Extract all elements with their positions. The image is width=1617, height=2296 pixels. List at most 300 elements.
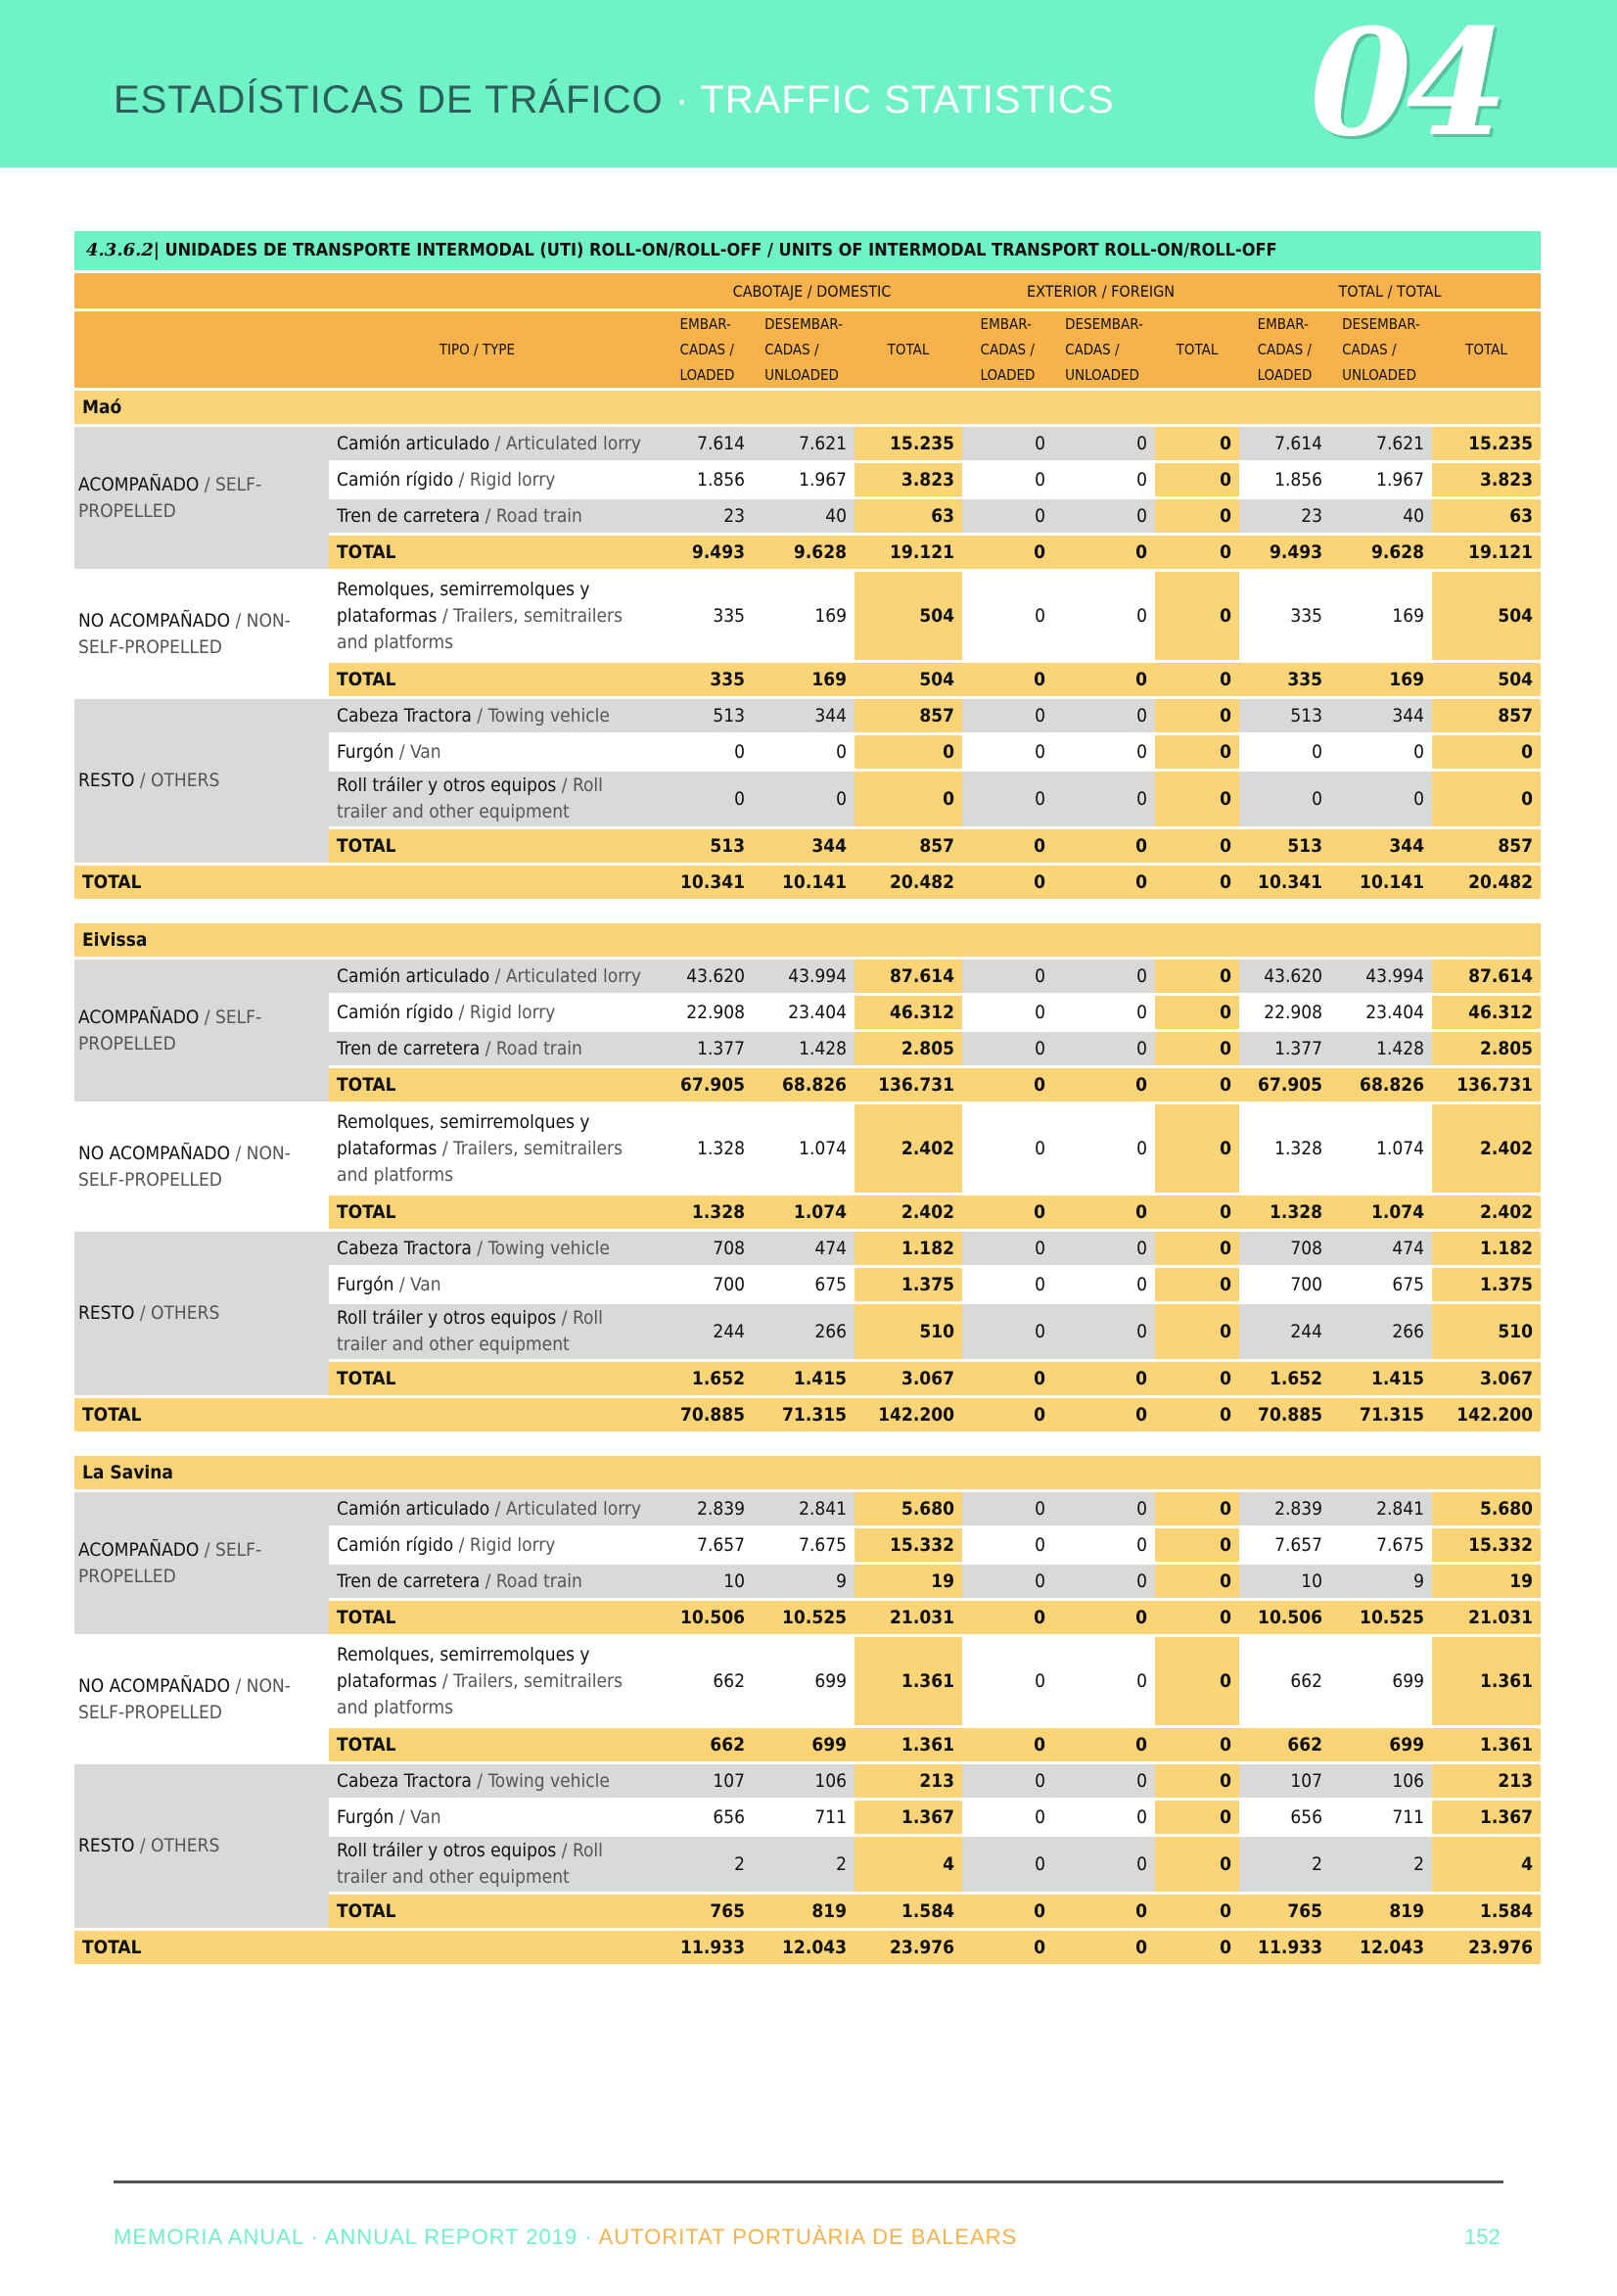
value-cell: 5.680 <box>855 1491 962 1527</box>
value-cell: 0 <box>1155 662 1239 698</box>
label-es: Camión articulado <box>337 964 490 987</box>
value-cell: 819 <box>753 1894 855 1930</box>
value-cell: 43.994 <box>753 959 855 995</box>
value-cell: 43.994 <box>1330 959 1432 995</box>
value-cell: 87.614 <box>1432 959 1541 995</box>
value-cell: 15.235 <box>1432 426 1541 462</box>
value-cell: 2.841 <box>1330 1491 1432 1527</box>
value-cell: 7.675 <box>1330 1527 1432 1564</box>
group-label-resto <box>74 1231 329 1397</box>
group-es: ACOMPAÑADO <box>78 473 200 495</box>
footer-authority: AUTORITAT PORTUÀRIA DE BALEARS <box>598 2225 1018 2249</box>
spacer-row <box>74 1431 1541 1455</box>
value-cell: 0 <box>1053 1894 1155 1930</box>
value-cell: 19 <box>1432 1564 1541 1600</box>
value-cell: 1.652 <box>1239 1361 1330 1397</box>
label-es: Cabeza Tractora <box>337 1237 472 1259</box>
value-cell: 2 <box>1330 1836 1432 1894</box>
value-cell: 1.328 <box>1239 1103 1330 1195</box>
group-label-acomp <box>74 959 329 1103</box>
total-loaded-header <box>1239 310 1330 390</box>
value-cell: 0 <box>1053 662 1155 698</box>
label-es: Tren de carretera <box>337 1570 481 1592</box>
value-cell: 3.067 <box>855 1361 962 1397</box>
blank-header <box>74 272 662 310</box>
value-cell: 7.657 <box>662 1527 753 1564</box>
group-label-acomp <box>74 426 329 571</box>
header-line: EMBAR- <box>679 315 731 333</box>
header-line: CADAS / <box>980 341 1035 358</box>
label-es: Furgón <box>337 1805 394 1828</box>
value-cell: 142.200 <box>1432 1397 1541 1432</box>
port-row <box>74 1455 1541 1491</box>
table-body <box>74 390 1541 1965</box>
value-cell: 0 <box>1053 1763 1155 1800</box>
value-cell: 46.312 <box>1432 995 1541 1031</box>
value-cell: 10.525 <box>1330 1600 1432 1636</box>
label-es: Tren de carretera <box>337 1037 481 1059</box>
value-cell: 0 <box>1053 1103 1155 1195</box>
value-cell: 70.885 <box>662 1397 753 1432</box>
value-cell: 0 <box>962 535 1053 571</box>
table-row <box>74 1231 1541 1267</box>
spacer-cell <box>74 899 1541 922</box>
value-cell: 0 <box>1053 1930 1155 1965</box>
value-cell: 1.361 <box>1432 1727 1541 1763</box>
subtotal-label: TOTAL <box>329 828 662 865</box>
value-cell: 0 <box>1155 462 1239 498</box>
group-es: ACOMPAÑADO <box>78 1538 200 1561</box>
value-cell: 7.657 <box>1239 1527 1330 1564</box>
foreign-loaded-header <box>962 310 1053 390</box>
value-cell: 10.141 <box>753 865 855 900</box>
group-es: RESTO <box>78 1302 135 1324</box>
value-cell: 10 <box>1239 1564 1330 1600</box>
group-es: RESTO <box>78 770 135 791</box>
value-cell: 15.235 <box>855 426 962 462</box>
value-cell: 344 <box>1330 828 1432 865</box>
port-total-row <box>74 865 1541 900</box>
value-cell: 0 <box>753 734 855 771</box>
value-cell: 0 <box>962 498 1053 535</box>
group-label-resto <box>74 1763 329 1930</box>
value-cell: 656 <box>1239 1800 1330 1836</box>
value-cell: 4 <box>1432 1836 1541 1894</box>
subtotal-label: TOTAL <box>329 662 662 698</box>
row-label-artic <box>329 959 662 995</box>
value-cell: 857 <box>855 828 962 865</box>
label-es: Camión articulado <box>337 432 490 454</box>
value-cell: 1.367 <box>1432 1800 1541 1836</box>
value-cell: 0 <box>1053 1564 1155 1600</box>
value-cell: 675 <box>1330 1267 1432 1303</box>
group-label-text <box>78 1537 321 1590</box>
caption-number: 4.3.6.2 <box>86 240 154 260</box>
value-cell: 0 <box>962 1636 1053 1727</box>
value-cell: 0 <box>962 571 1053 662</box>
group-en: / SELF-PROPELLED <box>78 1006 262 1054</box>
value-cell: 0 <box>1155 1267 1239 1303</box>
footer-text <box>114 2225 1017 2250</box>
label-en: / Towing vehicle <box>471 1769 610 1792</box>
value-cell: 0 <box>1053 1491 1155 1527</box>
value-cell: 504 <box>1432 662 1541 698</box>
value-cell: 0 <box>1155 1397 1239 1432</box>
value-cell: 708 <box>662 1231 753 1267</box>
value-cell: 0 <box>962 1930 1053 1965</box>
domestic-loaded-header <box>662 310 753 390</box>
caption-text: | UNIDADES DE TRANSPORTE INTERMODAL (UTI) ROLL-ON/ROLL-OFF / UNITS OF INTERMODAL TRANSPORT ROLL-ON/ROLL-OFF <box>153 240 1277 260</box>
value-cell: 87.614 <box>855 959 962 995</box>
value-cell: 4 <box>855 1836 962 1894</box>
value-cell: 71.315 <box>753 1397 855 1432</box>
label-es: Roll tráiler y otros equipos <box>337 774 557 796</box>
value-cell: 15.332 <box>855 1527 962 1564</box>
table-row <box>74 426 1541 462</box>
value-cell: 0 <box>1053 828 1155 865</box>
value-cell: 0 <box>1053 1267 1155 1303</box>
label-en: / Articulated lorry <box>489 964 642 987</box>
header-line: UNLOADED <box>764 366 839 384</box>
group-en: / SELF-PROPELLED <box>78 473 262 522</box>
value-cell: 711 <box>1330 1800 1432 1836</box>
label-en: / Road train <box>480 504 582 527</box>
value-cell: 11.933 <box>662 1930 753 1965</box>
value-cell: 244 <box>1239 1303 1330 1361</box>
label-es: Camión articulado <box>337 1497 490 1520</box>
value-cell: 0 <box>1155 1894 1239 1930</box>
value-cell: 0 <box>962 959 1053 995</box>
value-cell: 1.361 <box>1432 1636 1541 1727</box>
value-cell: 662 <box>662 1636 753 1727</box>
value-cell: 504 <box>1432 571 1541 662</box>
value-cell: 23.976 <box>855 1930 962 1965</box>
value-cell: 0 <box>1330 771 1432 828</box>
subtotal-label: TOTAL <box>329 1361 662 1397</box>
value-cell: 0 <box>1432 771 1541 828</box>
header-stack <box>680 311 735 388</box>
value-cell: 344 <box>753 698 855 734</box>
value-cell: 1.415 <box>1330 1361 1432 1397</box>
header-line: UNLOADED <box>1342 366 1416 384</box>
value-cell: 675 <box>753 1267 855 1303</box>
value-cell: 2.841 <box>753 1491 855 1527</box>
value-cell: 0 <box>962 828 1053 865</box>
value-cell: 0 <box>753 771 855 828</box>
value-cell: 43.620 <box>1239 959 1330 995</box>
value-cell: 0 <box>1155 1636 1239 1727</box>
header-stack <box>764 311 843 388</box>
value-cell: 0 <box>962 1800 1053 1836</box>
value-cell: 0 <box>1053 1836 1155 1894</box>
value-cell: 0 <box>1155 1800 1239 1836</box>
title-es: ESTADÍSTICAS DE TRÁFICO <box>114 78 664 121</box>
label-en: / Rigid lorry <box>453 468 556 491</box>
value-cell: 0 <box>1155 535 1239 571</box>
row-label-rigid <box>329 462 662 498</box>
value-cell: 0 <box>962 1491 1053 1527</box>
group-label-text <box>78 1300 321 1327</box>
label-en: / Road train <box>480 1037 582 1059</box>
row-label-road <box>329 1031 662 1067</box>
value-cell: 10.341 <box>1239 865 1330 900</box>
row-label-van <box>329 1267 662 1303</box>
value-cell: 819 <box>1330 1894 1432 1930</box>
value-cell: 1.428 <box>1330 1031 1432 1067</box>
value-cell: 1.856 <box>662 462 753 498</box>
value-cell: 107 <box>662 1763 753 1800</box>
value-cell: 708 <box>1239 1231 1330 1267</box>
header-line: CADAS / <box>764 341 819 358</box>
value-cell: 700 <box>1239 1267 1330 1303</box>
value-cell: 68.826 <box>1330 1067 1432 1103</box>
value-cell: 0 <box>1155 1763 1239 1800</box>
group-es: NO ACOMPAÑADO <box>78 1142 231 1164</box>
label-es: Camión rígido <box>337 468 454 491</box>
value-cell: 0 <box>962 1195 1053 1231</box>
table-row <box>74 571 1541 662</box>
header-line: LOADED <box>679 366 735 384</box>
value-cell: 513 <box>662 828 753 865</box>
value-cell: 1.375 <box>1432 1267 1541 1303</box>
port-total-label: TOTAL <box>74 1397 662 1432</box>
value-cell: 0 <box>962 771 1053 828</box>
value-cell: 266 <box>753 1303 855 1361</box>
value-cell: 0 <box>962 1303 1053 1361</box>
label-es: Furgón <box>337 740 394 763</box>
group-label-resto <box>74 698 329 865</box>
spacer-cell <box>74 1431 1541 1455</box>
row-label-road <box>329 498 662 535</box>
group-es: ACOMPAÑADO <box>78 1006 200 1028</box>
value-cell: 15.332 <box>1432 1527 1541 1564</box>
value-cell: 266 <box>1330 1303 1432 1361</box>
value-cell: 0 <box>1053 1727 1155 1763</box>
value-cell: 21.031 <box>855 1600 962 1636</box>
header-line: DESEMBAR- <box>764 315 843 333</box>
value-cell: 765 <box>1239 1894 1330 1930</box>
row-label-rigid <box>329 1527 662 1564</box>
value-cell: 7.614 <box>662 426 753 462</box>
table-caption <box>74 231 1541 270</box>
label-es: Camión rígido <box>337 1001 454 1023</box>
value-cell: 2.839 <box>1239 1491 1330 1527</box>
value-cell: 0 <box>1155 1067 1239 1103</box>
value-cell: 19 <box>855 1564 962 1600</box>
group-es: NO ACOMPAÑADO <box>78 609 231 632</box>
group-label-text <box>78 1141 321 1194</box>
label-en: / Trailers, semitrailers and platforms <box>337 604 623 653</box>
subtotal-label: TOTAL <box>329 1600 662 1636</box>
label-es: Camión rígido <box>337 1533 454 1556</box>
label-es: Tren de carretera <box>337 504 481 527</box>
value-cell: 0 <box>1155 995 1239 1031</box>
value-cell: 10.506 <box>1239 1600 1330 1636</box>
value-cell: 1.328 <box>662 1195 753 1231</box>
value-cell: 0 <box>962 865 1053 900</box>
value-cell: 10.525 <box>753 1600 855 1636</box>
value-cell: 0 <box>1053 498 1155 535</box>
row-label-towing <box>329 1763 662 1800</box>
value-cell: 1.361 <box>855 1727 962 1763</box>
value-cell: 1.182 <box>1432 1231 1541 1267</box>
value-cell: 142.200 <box>855 1397 962 1432</box>
value-cell: 136.731 <box>1432 1067 1541 1103</box>
value-cell: 0 <box>1053 1195 1155 1231</box>
value-cell: 662 <box>662 1727 753 1763</box>
value-cell: 504 <box>855 662 962 698</box>
subtotal-label: TOTAL <box>329 1727 662 1763</box>
value-cell: 0 <box>1155 1303 1239 1361</box>
value-cell: 1.652 <box>662 1361 753 1397</box>
group-label-acomp <box>74 1491 329 1636</box>
value-cell: 711 <box>753 1800 855 1836</box>
value-cell: 2.805 <box>1432 1031 1541 1067</box>
value-cell: 9.493 <box>662 535 753 571</box>
table-row <box>74 698 1541 734</box>
label-en: / Van <box>393 1273 441 1295</box>
value-cell: 513 <box>662 698 753 734</box>
value-cell: 2.402 <box>855 1103 962 1195</box>
value-cell: 2.402 <box>855 1195 962 1231</box>
value-cell: 0 <box>1053 1067 1155 1103</box>
value-cell: 3.067 <box>1432 1361 1541 1397</box>
row-label-trailers <box>329 571 662 662</box>
value-cell: 0 <box>1155 1103 1239 1195</box>
value-cell: 10.506 <box>662 1600 753 1636</box>
value-cell: 510 <box>855 1303 962 1361</box>
group-en: / NON-SELF-PROPELLED <box>78 609 291 658</box>
value-cell: 0 <box>1155 1727 1239 1763</box>
value-cell: 63 <box>1432 498 1541 535</box>
value-cell: 0 <box>1155 1031 1239 1067</box>
value-cell: 1.367 <box>855 1800 962 1836</box>
group-label-text <box>78 1673 321 1726</box>
label-es: Remolques, semirremolques y plataformas <box>337 1110 590 1159</box>
value-cell: 1.584 <box>1432 1894 1541 1930</box>
value-cell: 0 <box>1053 1231 1155 1267</box>
value-cell: 474 <box>1330 1231 1432 1267</box>
header-line: CADAS / <box>1065 341 1120 358</box>
table-row <box>74 1491 1541 1527</box>
group-label-text <box>78 608 321 661</box>
port-total-row <box>74 1930 1541 1965</box>
value-cell: 699 <box>753 1636 855 1727</box>
value-cell: 0 <box>1053 1800 1155 1836</box>
value-cell: 0 <box>962 1231 1053 1267</box>
subtotal-label: TOTAL <box>329 535 662 571</box>
label-es: Cabeza Tractora <box>337 704 472 726</box>
section-number: 04 <box>1310 0 1502 169</box>
value-cell: 1.967 <box>753 462 855 498</box>
value-cell: 0 <box>1155 571 1239 662</box>
total-unloaded-header <box>1330 310 1432 390</box>
value-cell: 1.074 <box>1330 1195 1432 1231</box>
value-cell: 12.043 <box>753 1930 855 1965</box>
header-line: CADAS / <box>679 341 734 358</box>
value-cell: 2 <box>662 1836 753 1894</box>
value-cell: 0 <box>1432 734 1541 771</box>
row-label-roll <box>329 1836 662 1894</box>
title-sep: · <box>663 78 701 121</box>
value-cell: 0 <box>1155 771 1239 828</box>
value-cell: 857 <box>1432 828 1541 865</box>
row-label-van <box>329 1800 662 1836</box>
value-cell: 662 <box>1239 1636 1330 1727</box>
row-label-trailers <box>329 1103 662 1195</box>
value-cell: 7.614 <box>1239 426 1330 462</box>
value-cell: 0 <box>962 1894 1053 1930</box>
column-group-header-row <box>74 272 1541 310</box>
label-es: Roll tráiler y otros equipos <box>337 1307 557 1329</box>
header-line: UNLOADED <box>1065 366 1139 384</box>
value-cell: 0 <box>962 1727 1053 1763</box>
header-stack <box>981 311 1036 388</box>
value-cell: 0 <box>1239 734 1330 771</box>
value-cell: 9 <box>753 1564 855 1600</box>
header-line: CADAS / <box>1257 341 1312 358</box>
label-en: / Articulated lorry <box>489 1497 642 1520</box>
group-en: / OTHERS <box>134 1835 220 1856</box>
header-stack <box>1258 311 1313 388</box>
value-cell: 335 <box>662 662 753 698</box>
value-cell: 0 <box>1330 734 1432 771</box>
value-cell: 0 <box>662 734 753 771</box>
foreign-header: EXTERIOR / FOREIGN <box>962 272 1239 310</box>
value-cell: 0 <box>1053 698 1155 734</box>
value-cell: 0 <box>1155 1836 1239 1894</box>
value-cell: 10 <box>662 1564 753 1600</box>
value-cell: 7.621 <box>753 426 855 462</box>
label-en: / Roll trailer and other equipment <box>337 1840 603 1888</box>
value-cell: 2.805 <box>855 1031 962 1067</box>
footer-report: MEMORIA ANUAL · ANNUAL REPORT 2019 · <box>114 2225 599 2249</box>
value-cell: 700 <box>662 1267 753 1303</box>
value-cell: 0 <box>1155 865 1239 900</box>
value-cell: 169 <box>1330 571 1432 662</box>
value-cell: 1.074 <box>753 1195 855 1231</box>
value-cell: 0 <box>1053 771 1155 828</box>
label-es: Furgón <box>337 1273 394 1295</box>
value-cell: 0 <box>1053 1527 1155 1564</box>
group-label-noacomp <box>74 571 329 698</box>
value-cell: 2.402 <box>1432 1195 1541 1231</box>
value-cell: 106 <box>753 1763 855 1800</box>
value-cell: 0 <box>962 1361 1053 1397</box>
foreign-total-header: TOTAL <box>1155 310 1239 390</box>
value-cell: 213 <box>855 1763 962 1800</box>
label-en: / Towing vehicle <box>471 1237 610 1259</box>
label-en: / Rigid lorry <box>453 1533 556 1556</box>
label-es: Remolques, semirremolques y plataformas <box>337 578 590 627</box>
row-label-road <box>329 1564 662 1600</box>
value-cell: 21.031 <box>1432 1600 1541 1636</box>
port-row <box>74 390 1541 426</box>
value-cell: 0 <box>1053 1361 1155 1397</box>
traffic-table <box>74 270 1541 1964</box>
value-cell: 40 <box>753 498 855 535</box>
value-cell: 0 <box>962 1527 1053 1564</box>
domestic-total-header: TOTAL <box>855 310 962 390</box>
value-cell: 9.628 <box>753 535 855 571</box>
label-es: Roll tráiler y otros equipos <box>337 1840 557 1861</box>
label-en: / Articulated lorry <box>489 432 642 454</box>
value-cell: 1.328 <box>1239 1195 1330 1231</box>
value-cell: 5.680 <box>1432 1491 1541 1527</box>
group-en: / OTHERS <box>134 770 220 791</box>
value-cell: 513 <box>1239 698 1330 734</box>
value-cell: 335 <box>1239 571 1330 662</box>
